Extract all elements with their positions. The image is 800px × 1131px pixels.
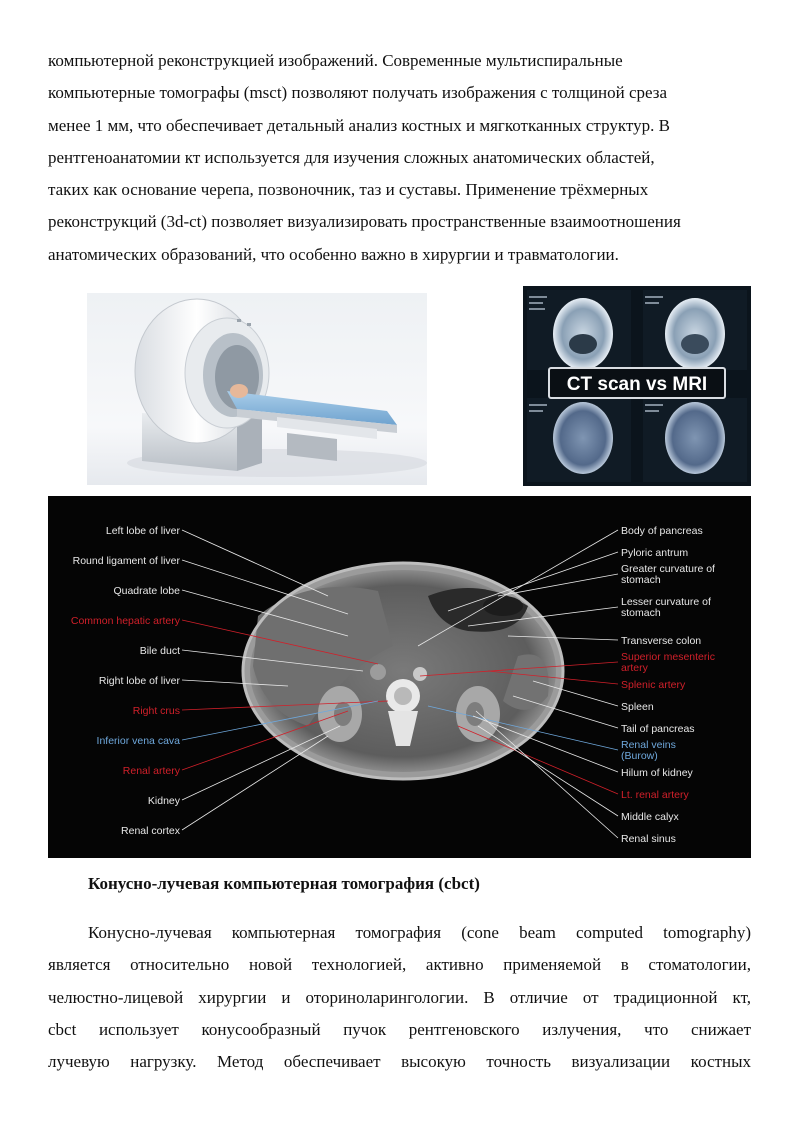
ct-mri-comparison: [523, 286, 751, 486]
axial-ct-labeled-figure: [48, 496, 751, 858]
anatomy-label: Renal cortex: [121, 825, 180, 837]
anatomy-label: Renal artery: [122, 765, 180, 777]
anatomy-label: Body of pancreas: [621, 525, 703, 537]
text-line: менее 1 мм, что обеспечивает детальный анализ костных и мягкотканных структур. В: [48, 115, 670, 135]
anatomy-label: Renal veins (Burow): [621, 739, 676, 762]
anatomy-label: Right crus: [132, 705, 180, 717]
anatomy-label: Left lobe of liver: [105, 525, 180, 537]
ct-mri-caption: CT scan vs MRI: [566, 374, 708, 395]
text-line: таких как основание черепа, позвоночник, таз и суставы. Применение трёхмерных: [48, 180, 649, 200]
anatomy-label: Bile duct: [139, 645, 180, 657]
text-line: компьютерные томографы (msct) позволяют получать изображения с толщиной среза: [48, 83, 668, 103]
anatomy-label: Common hepatic artery: [70, 615, 180, 627]
text-line: челюстно-лицевой хирургии и оториноларингологии. В отличие от традиционной кт,: [48, 987, 751, 1007]
anatomy-label: Tail of pancreas: [621, 723, 695, 735]
ct-vs-mri-image: [523, 286, 751, 486]
anatomy-label: Right lobe of liver: [98, 675, 180, 687]
anatomy-label: Pyloric antrum: [621, 547, 689, 559]
anatomy-label: Inferior vena cava: [96, 735, 180, 747]
text-line: рентгеноанатомии кт используется для изучения сложных анатомических областей,: [48, 147, 655, 167]
text-line: реконструкций (3d-ct) позволяет визуализировать пространственные взаимоотношения: [48, 212, 681, 232]
anatomy-label: Lt. renal artery: [621, 789, 689, 801]
cbct-paragraph: [48, 917, 751, 1078]
text-line: cbct использует конусообразный пучок рентгеновского излучения, что снижает: [48, 1019, 751, 1039]
intro-paragraph: [48, 45, 751, 271]
anatomy-label: Kidney: [147, 795, 180, 807]
axial-ct-image: [48, 496, 751, 858]
text-line: анатомических образований, что особенно важно в хирургии и травматологии.: [48, 244, 619, 264]
anatomy-label: Spleen: [621, 701, 654, 713]
anatomy-label: Superior mesenteric artery: [621, 651, 715, 674]
section-heading: Конусно-лучевая компьютерная томография (cbct): [88, 874, 480, 893]
text-line: Конусно-лучевая компьютерная томография (cone beam computed tomography): [88, 923, 751, 942]
text-line: является относительно новой технологией, активно применяемой в стоматологии,: [48, 955, 751, 975]
text-line: лучевую нагрузку. Метод обеспечивает высокую точность визуализации костных: [48, 1052, 751, 1072]
anatomy-label: Hilum of kidney: [621, 767, 693, 779]
anatomy-label: Transverse colon: [621, 635, 702, 647]
anatomy-label: Renal sinus: [621, 833, 676, 845]
anatomy-label: Quadrate lobe: [113, 585, 180, 597]
anatomy-label: Splenic artery: [621, 679, 686, 691]
anatomy-label: Middle calyx: [621, 811, 679, 823]
anatomy-label: Round ligament of liver: [72, 555, 180, 567]
ct-scanner-illustration: [87, 293, 427, 485]
text-line: компьютерной реконструкцией изображений. Современные мультиспиральные: [48, 51, 623, 70]
ct-scanner-photo: [87, 293, 427, 485]
anatomy-label: Lesser curvature of stomach: [621, 596, 711, 619]
anatomy-label: Greater curvature of stomach: [621, 563, 715, 586]
